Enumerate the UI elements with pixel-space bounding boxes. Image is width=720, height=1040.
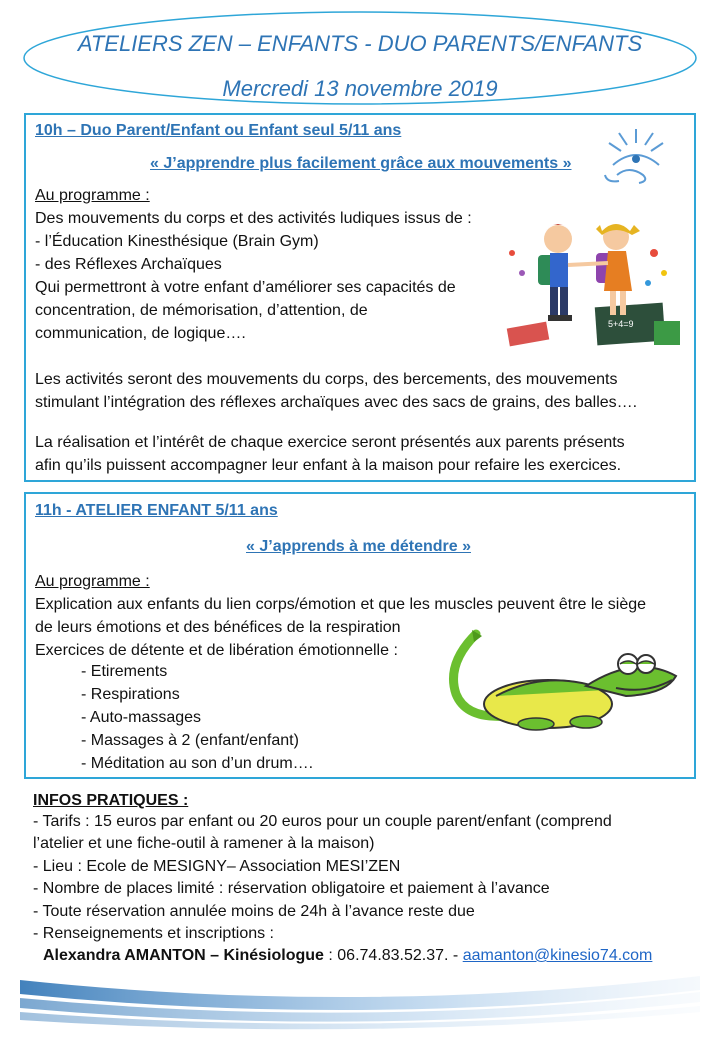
workshop-2-program-label: Au programme : xyxy=(35,573,150,590)
page-date: Mercredi 13 novembre 2019 xyxy=(222,76,498,101)
infos-line: - Nombre de places limité : réservation obligatoire et paiement à l’avance xyxy=(33,880,550,897)
workshop-2-item: - Etirements xyxy=(81,663,168,680)
workshop-1-line: - l’Éducation Kinesthésique (Brain Gym) xyxy=(35,233,319,250)
workshop-2-item: - Massages à 2 (enfant/enfant) xyxy=(81,732,299,749)
contact-name: Alexandra AMANTON – Kinésiologue xyxy=(43,947,324,964)
sun-logo-icon xyxy=(599,125,673,187)
workshop-1-box xyxy=(24,113,696,482)
workshop-1-line: communication, de logique…. xyxy=(35,325,246,342)
infos-heading: INFOS PRATIQUES : xyxy=(33,792,189,809)
workshop-2-box xyxy=(24,492,696,779)
workshop-1-paragraph-3: La réalisation et l’intérêt de chaque exercice seront présentés aux parents présents xyxy=(35,434,625,451)
workshop-1-paragraph-2: Les activités seront des mouvements du corps, des bercements, des mouvements xyxy=(35,371,618,388)
workshop-1-heading: 10h – Duo Parent/Enfant ou Enfant seul 5/11 ans xyxy=(35,122,402,139)
workshop-2-item: - Respirations xyxy=(81,686,180,703)
workshop-2-line: Explication aux enfants du lien corps/émotion et que les muscles peuvent être le siège xyxy=(35,596,647,613)
workshop-1-paragraph-2: stimulant l’intégration des réflexes archaïques avec des sacs de grains, des balles…. xyxy=(35,394,638,411)
footer-swoosh xyxy=(0,972,720,1040)
workshop-2-item: - Méditation au son d’un drum…. xyxy=(81,755,314,772)
workshop-2-line: Exercices de détente et de libération émotionnelle : xyxy=(35,642,398,659)
infos-line: - Tarifs : 15 euros par enfant ou 20 euros pour un couple parent/enfant (comprend xyxy=(33,813,612,830)
page-title: ATELIERS ZEN – ENFANTS - DUO PARENTS/ENFANTS xyxy=(77,31,643,56)
workshop-2-slogan: « J’apprends à me détendre » xyxy=(246,538,471,555)
contact-email-link[interactable]: aamanton@kinesio74.com xyxy=(462,947,653,964)
workshop-1-slogan: « J’apprendre plus facilement grâce aux mouvements » xyxy=(150,155,572,172)
workshop-2-heading: 11h - ATELIER ENFANT 5/11 ans xyxy=(35,502,278,519)
infos-line: l’atelier et une fiche-outil à ramener à la maison) xyxy=(33,835,375,852)
contact-phone: : 06.74.83.52.37. - xyxy=(323,947,463,964)
contact-line xyxy=(43,946,652,966)
workshop-1-line: - des Réflexes Archaïques xyxy=(35,256,222,273)
workshop-1-paragraph-3: afin qu’ils puissent accompagner leur enfant à la maison pour refaire les exercices. xyxy=(35,457,622,474)
infos-line: - Renseignements et inscriptions : xyxy=(33,925,274,942)
workshop-2-line: de leurs émotions et des bénéfices de la respiration xyxy=(35,619,401,636)
crocodile-illustration xyxy=(436,624,686,734)
workshop-2-item: - Auto-massages xyxy=(81,709,202,726)
workshop-1-line: Qui permettront à votre enfant d’améliorer ses capacités de xyxy=(35,279,456,296)
chalkboard-text: 5+4=9 xyxy=(608,319,634,329)
infos-line: - Lieu : Ecole de MESIGNY– Association MESI’ZEN xyxy=(33,858,401,875)
workshop-1-line: concentration, de mémorisation, d’attention, de xyxy=(35,302,368,319)
workshop-1-program-label: Au programme : xyxy=(35,187,150,204)
infos-line: - Toute réservation annulée moins de 24h à l’avance reste due xyxy=(33,903,475,920)
workshop-1-line: Des mouvements du corps et des activités ludiques issus de : xyxy=(35,210,472,227)
children-illustration xyxy=(504,213,682,351)
